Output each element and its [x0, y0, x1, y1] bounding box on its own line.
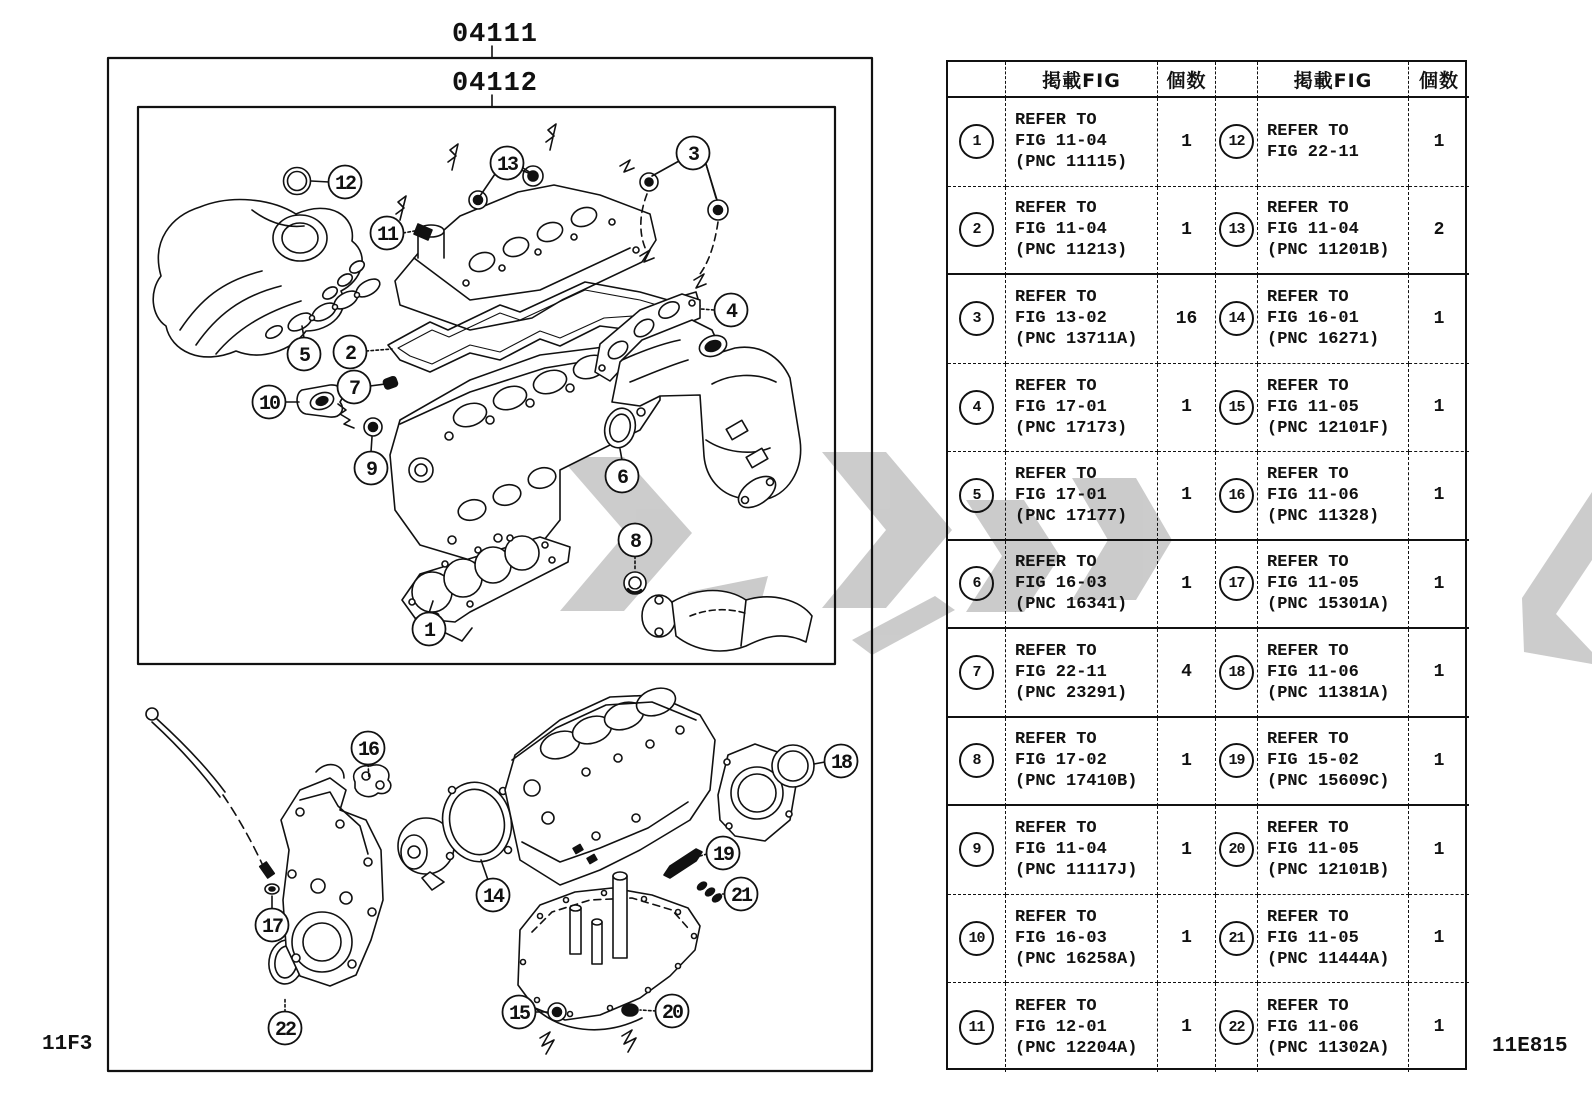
valve-cover-drawing	[395, 185, 656, 330]
fig-reference-cell[interactable]	[1006, 629, 1158, 718]
fig-reference-line: FIG 11-06	[1267, 1017, 1359, 1037]
fig-reference-line: REFER TO	[1015, 288, 1097, 308]
fig-reference-line: REFER TO	[1267, 376, 1349, 396]
fig-reference-line: REFER TO	[1267, 641, 1349, 661]
quantity-value: 1	[1181, 573, 1192, 594]
fig-reference-line: REFER TO	[1015, 641, 1097, 661]
fig-reference-line: FIG 17-01	[1015, 485, 1107, 505]
quantity-cell	[1409, 629, 1469, 718]
callout-number: 6	[616, 467, 628, 490]
fig-reference-line: (PNC 17177)	[1015, 506, 1128, 526]
quantity-cell	[1158, 629, 1216, 718]
item-number-cell[interactable]	[948, 895, 1006, 984]
item-number-badge: 8	[959, 743, 994, 778]
item-number-cell[interactable]	[1216, 895, 1258, 984]
page-code-right: 11E815	[1492, 1035, 1568, 1058]
fig-reference-line: FIG 11-05	[1267, 574, 1359, 594]
item-number-cell[interactable]	[948, 806, 1006, 895]
fig-reference-cell[interactable]	[1006, 983, 1158, 1072]
quantity-value: 1	[1181, 1017, 1192, 1038]
column-header-fig	[1258, 62, 1409, 98]
quantity-cell	[1158, 806, 1216, 895]
timing-cover-drawing	[281, 765, 383, 986]
callout-number: 21	[730, 885, 752, 908]
callout-leader-line	[480, 174, 495, 196]
quantity-cell	[1409, 983, 1469, 1072]
item-number-badge: 17	[1219, 566, 1254, 601]
column-header-blank	[948, 62, 1006, 98]
page-code-left: 11F3	[42, 1033, 93, 1056]
item-number-cell[interactable]	[1216, 452, 1258, 541]
fig-reference-line: FIG 11-04	[1015, 220, 1107, 240]
item-number-badge: 19	[1219, 743, 1254, 778]
fig-reference-line: (PNC 11201B)	[1267, 241, 1390, 261]
item-number-cell[interactable]	[948, 364, 1006, 453]
quantity-cell	[1158, 364, 1216, 453]
callout-number: 11	[376, 224, 398, 247]
quantity-value: 16	[1175, 308, 1198, 329]
item-number-badge: 7	[959, 655, 994, 690]
quantity-cell	[1409, 275, 1469, 364]
fig-reference-line: (PNC 11117J)	[1015, 861, 1138, 881]
callout-number: 17	[261, 916, 283, 939]
quantity-value: 1	[1433, 397, 1445, 418]
fig-reference-line: FIG 11-05	[1267, 928, 1359, 948]
fig-reference-line: FIG 16-03	[1015, 574, 1107, 594]
item-number-badge: 5	[959, 478, 994, 513]
quantity-value: 2	[1433, 219, 1445, 240]
quantity-cell	[1158, 98, 1216, 187]
fig-reference-line: (PNC 11115)	[1015, 153, 1128, 173]
quantity-value: 1	[1433, 839, 1445, 860]
header-label: 個数	[1166, 69, 1207, 92]
fig-reference-line: FIG 17-01	[1015, 397, 1107, 417]
item-number-badge: 13	[1219, 212, 1254, 247]
oil-nozzle-gasket-drawing	[354, 765, 391, 797]
callout-number: 22	[274, 1019, 296, 1042]
callout-number: 8	[629, 531, 641, 554]
header-label: 掲載FIG	[1293, 69, 1373, 92]
fig-reference-line: (PNC 16271)	[1267, 330, 1380, 350]
callout-number: 1	[423, 620, 435, 643]
fig-reference-cell[interactable]	[1006, 364, 1158, 453]
callout-number: 18	[830, 752, 852, 775]
header-label: 個数	[1418, 69, 1459, 92]
fig-reference-cell[interactable]	[1006, 452, 1158, 541]
quantity-cell	[1409, 187, 1469, 276]
quantity-cell	[1158, 541, 1216, 630]
callout-leader-line	[368, 764, 369, 778]
item-number-badge: 10	[959, 921, 994, 956]
callout-leader-line	[311, 181, 329, 182]
item-number-cell[interactable]	[1216, 983, 1258, 1072]
fig-reference-line: FIG 11-04	[1015, 132, 1107, 152]
part-number-04112: 04112	[451, 69, 538, 99]
fig-reference-line: REFER TO	[1015, 996, 1097, 1016]
fig-reference-cell[interactable]	[1258, 895, 1409, 984]
quantity-value: 4	[1181, 662, 1192, 683]
fig-reference-cell[interactable]	[1258, 187, 1409, 276]
fig-reference-line: (PNC 16258A)	[1015, 949, 1138, 969]
quantity-cell	[1409, 718, 1469, 807]
quantity-value: 1	[1181, 928, 1192, 949]
quantity-value: 1	[1433, 131, 1445, 152]
column-header-fig	[1006, 62, 1158, 98]
fig-reference-cell[interactable]	[1006, 98, 1158, 187]
fig-reference-line: REFER TO	[1015, 199, 1097, 219]
fig-reference-line: FIG 16-01	[1267, 309, 1359, 329]
quantity-cell	[1158, 983, 1216, 1072]
column-header-blank	[1216, 62, 1258, 98]
fig-reference-line: (PNC 13711A)	[1015, 330, 1138, 350]
item-number-cell[interactable]	[1216, 98, 1258, 187]
callout-leader-line	[370, 384, 385, 386]
quantity-cell	[1409, 98, 1469, 187]
quantity-cell	[1409, 452, 1469, 541]
quantity-value: 1	[1433, 308, 1445, 329]
fig-reference-cell[interactable]	[1258, 806, 1409, 895]
callout-leader-line	[701, 309, 714, 310]
fig-reference-cell[interactable]	[1258, 452, 1409, 541]
fig-reference-cell[interactable]	[1258, 983, 1409, 1072]
callout-leader-line	[481, 860, 488, 880]
fig-reference-line: REFER TO	[1015, 730, 1097, 750]
item-number-cell[interactable]	[1216, 541, 1258, 630]
fig-reference-line: (PNC 11328)	[1267, 506, 1380, 526]
item-number-cell[interactable]	[948, 541, 1006, 630]
item-number-badge: 3	[959, 301, 994, 336]
quantity-cell	[1158, 718, 1216, 807]
fig-reference-line: (PNC 23291)	[1015, 683, 1128, 703]
item-number-badge: 1	[959, 124, 994, 159]
quantity-value: 1	[1181, 485, 1192, 506]
item-number-cell[interactable]	[948, 629, 1006, 718]
item-number-cell[interactable]	[1216, 364, 1258, 453]
item-number-cell[interactable]	[1216, 806, 1258, 895]
callout-number: 12	[334, 173, 356, 196]
callout-leader-line	[640, 1010, 656, 1011]
fig-reference-cell[interactable]	[1006, 895, 1158, 984]
callout-leader-line	[620, 449, 622, 460]
item-number-badge: 16	[1219, 478, 1254, 513]
item-number-badge: 14	[1219, 301, 1254, 336]
quantity-value: 1	[1433, 662, 1445, 683]
fig-reference-line: FIG 22-11	[1015, 662, 1107, 682]
o-ring-drawing	[284, 168, 311, 195]
fig-reference-line: (PNC 11213)	[1015, 241, 1128, 261]
cylinder-block-drawing	[505, 683, 715, 885]
column-header-qty	[1409, 62, 1469, 98]
fig-reference-cell[interactable]	[1006, 806, 1158, 895]
fig-reference-line: FIG 11-04	[1015, 840, 1107, 860]
fig-reference-line: REFER TO	[1267, 730, 1349, 750]
callout-leader-line	[371, 437, 372, 452]
fig-reference-line: FIG 11-06	[1267, 662, 1359, 682]
callout-number: 15	[508, 1003, 530, 1026]
fig-reference-line: REFER TO	[1267, 121, 1349, 141]
quantity-value: 1	[1181, 131, 1192, 152]
item-number-badge: 9	[959, 832, 994, 867]
dipstick-drawing	[146, 708, 306, 986]
header-label: 掲載FIG	[1042, 69, 1121, 92]
quantity-value: 1	[1433, 1017, 1445, 1038]
fig-reference-line: REFER TO	[1267, 907, 1349, 927]
item-number-badge: 18	[1219, 655, 1254, 690]
callout-number: 3	[687, 144, 699, 167]
callout-number: 16	[357, 739, 379, 762]
fig-reference-cell[interactable]	[1006, 187, 1158, 276]
item-number-cell[interactable]	[948, 98, 1006, 187]
rear-seal-retainer-drawing	[718, 744, 814, 841]
fig-reference-line: (PNC 15609C)	[1267, 772, 1390, 792]
fig-reference-cell[interactable]	[1258, 718, 1409, 807]
fig-reference-line: REFER TO	[1015, 553, 1097, 573]
callout-leader-line	[814, 762, 825, 764]
callout-number: 19	[712, 844, 734, 867]
quantity-value: 1	[1433, 928, 1445, 949]
fig-reference-cell[interactable]	[1006, 718, 1158, 807]
quantity-value: 1	[1433, 750, 1445, 771]
reference-table	[946, 60, 1467, 1070]
callout-number: 4	[725, 301, 737, 324]
quantity-cell	[1158, 452, 1216, 541]
fig-reference-cell[interactable]	[1258, 629, 1409, 718]
item-number-cell[interactable]	[948, 187, 1006, 276]
fig-reference-line: FIG 17-02	[1015, 751, 1107, 771]
fig-reference-cell[interactable]	[1258, 275, 1409, 364]
fig-reference-line: FIG 16-03	[1015, 928, 1107, 948]
callout-number: 5	[298, 345, 310, 368]
quantity-value: 1	[1181, 839, 1192, 860]
fig-reference-line: FIG 12-01	[1015, 1017, 1107, 1037]
intake-manifold-drawing	[153, 200, 366, 357]
fig-reference-line: REFER TO	[1267, 464, 1349, 484]
fig-reference-cell[interactable]	[1258, 364, 1409, 453]
item-number-cell[interactable]	[948, 983, 1006, 1072]
item-number-badge: 21	[1219, 921, 1254, 956]
fig-reference-line: FIG 13-02	[1015, 309, 1107, 329]
fig-reference-line: REFER TO	[1267, 553, 1349, 573]
fig-reference-line: (PNC 11444A)	[1267, 949, 1390, 969]
item-number-cell[interactable]	[948, 275, 1006, 364]
fig-reference-line: (PNC 16341)	[1015, 595, 1128, 615]
callout-number: 14	[482, 886, 504, 909]
callout-number: 20	[661, 1002, 683, 1025]
item-number-badge: 4	[959, 390, 994, 425]
quantity-value: 1	[1433, 485, 1445, 506]
quantity-cell	[1158, 895, 1216, 984]
water-pump-drawing	[398, 775, 520, 890]
exhaust-downpipe-drawing	[642, 591, 812, 651]
fig-reference-line: (PNC 17410B)	[1015, 772, 1138, 792]
fig-reference-line: (PNC 11381A)	[1267, 683, 1390, 703]
item-number-cell[interactable]	[1216, 718, 1258, 807]
quantity-cell	[1409, 541, 1469, 630]
item-number-cell[interactable]	[948, 452, 1006, 541]
fig-reference-cell[interactable]	[1258, 541, 1409, 630]
quantity-cell	[1409, 806, 1469, 895]
item-number-badge: 22	[1219, 1010, 1254, 1045]
quantity-cell	[1158, 187, 1216, 276]
quantity-value: 1	[1181, 750, 1192, 771]
fig-reference-line: (PNC 12204A)	[1015, 1038, 1138, 1058]
quantity-value: 1	[1181, 397, 1192, 418]
item-number-badge: 15	[1219, 390, 1254, 425]
fig-reference-line: REFER TO	[1015, 111, 1097, 131]
fig-reference-line: REFER TO	[1267, 288, 1349, 308]
fig-reference-cell[interactable]	[1006, 275, 1158, 364]
fig-reference-line: FIG 11-06	[1267, 485, 1359, 505]
fig-reference-line: FIG 15-02	[1267, 751, 1359, 771]
quantity-value: 1	[1181, 219, 1192, 240]
quantity-value: 1	[1433, 573, 1445, 594]
quantity-cell	[1409, 364, 1469, 453]
callout-number: 10	[258, 393, 280, 416]
fig-reference-line: REFER TO	[1015, 376, 1097, 396]
callout-number: 2	[344, 343, 356, 366]
fig-reference-line: (PNC 12101F)	[1267, 418, 1390, 438]
item-number-cell[interactable]	[1216, 187, 1258, 276]
item-number-badge: 20	[1219, 832, 1254, 867]
fig-reference-line: FIG 11-05	[1267, 397, 1359, 417]
item-number-badge: 11	[959, 1010, 994, 1045]
fig-reference-cell[interactable]	[1006, 541, 1158, 630]
item-number-badge: 12	[1219, 124, 1254, 159]
callout-number: 7	[348, 378, 360, 401]
item-number-cell[interactable]	[1216, 629, 1258, 718]
fig-reference-line: REFER TO	[1267, 819, 1349, 839]
callout-leader-line	[366, 349, 392, 351]
item-number-cell[interactable]	[948, 718, 1006, 807]
fig-reference-cell[interactable]	[1258, 98, 1409, 187]
fig-reference-line: REFER TO	[1015, 819, 1097, 839]
fig-reference-line: (PNC 11302A)	[1267, 1038, 1390, 1058]
cam-seal-drawing	[601, 405, 646, 594]
fig-reference-line: REFER TO	[1267, 199, 1349, 219]
fig-reference-line: FIG 22-11	[1267, 142, 1359, 162]
fig-reference-line: (PNC 17173)	[1015, 418, 1128, 438]
part-number-04111: 04111	[451, 20, 538, 50]
fig-reference-line: (PNC 12101B)	[1267, 861, 1390, 881]
item-number-cell[interactable]	[1216, 275, 1258, 364]
fig-reference-line: REFER TO	[1015, 907, 1097, 927]
item-number-badge: 6	[959, 566, 994, 601]
quantity-cell	[1409, 895, 1469, 984]
fig-reference-line: REFER TO	[1015, 464, 1097, 484]
fig-reference-line: FIG 11-05	[1267, 840, 1359, 860]
column-header-qty	[1158, 62, 1216, 98]
item-number-badge: 2	[959, 212, 994, 247]
fig-reference-line: REFER TO	[1267, 996, 1349, 1016]
callout-number: 13	[496, 154, 518, 177]
fig-reference-line: (PNC 15301A)	[1267, 595, 1390, 615]
callout-leader-line	[652, 161, 679, 176]
callout-number: 9	[365, 459, 377, 482]
fig-reference-line: FIG 11-04	[1267, 220, 1359, 240]
quantity-cell	[1158, 275, 1216, 364]
